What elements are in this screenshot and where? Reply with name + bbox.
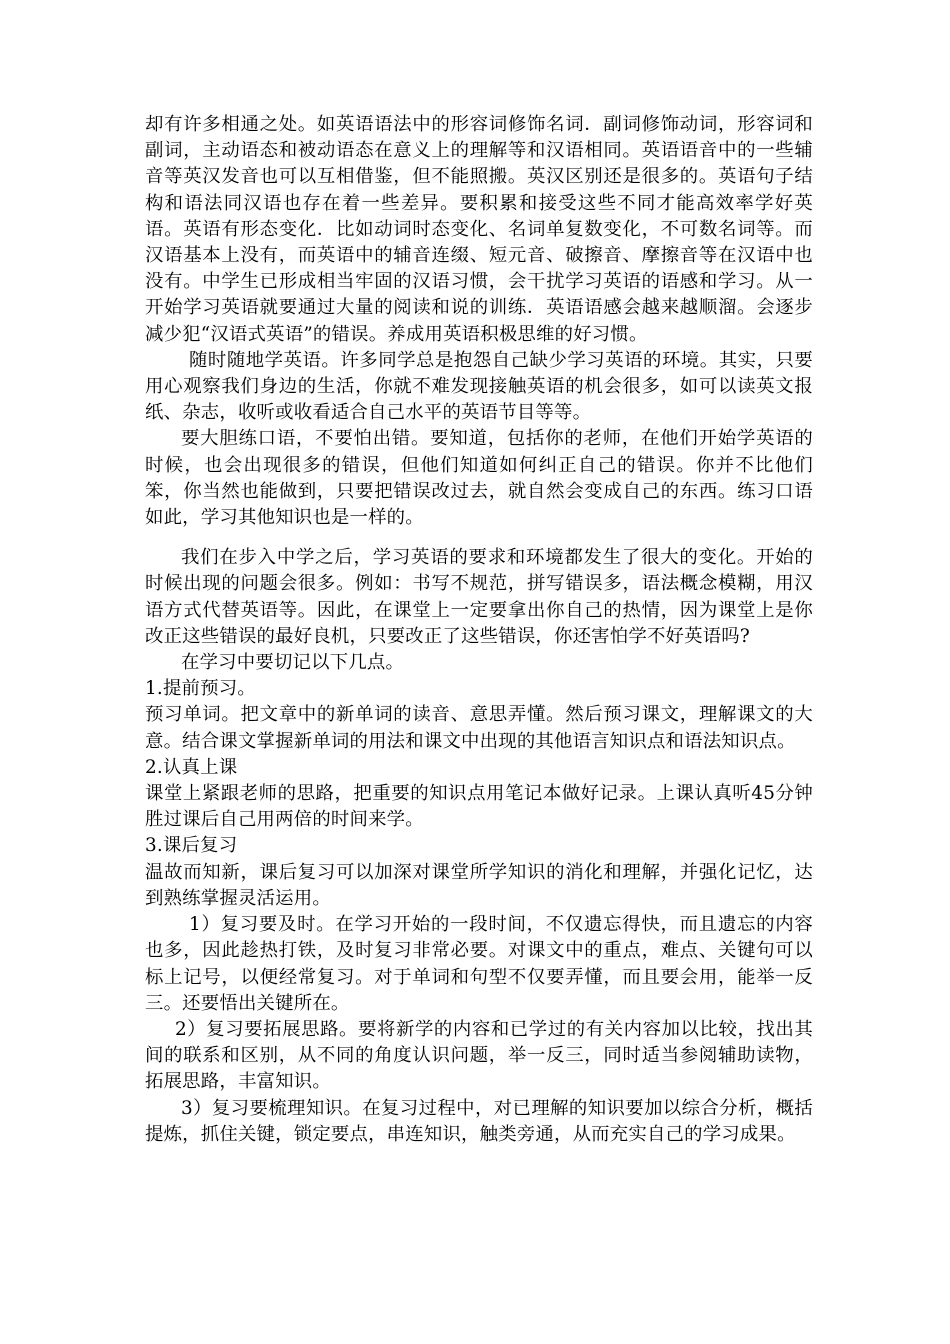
document-body <box>145 112 813 1148</box>
paragraph-middle-school: 我们在步入中学之后，学习英语的要求和环境都发生了很大的变化。开始的时候出现的问题会很多。例如：书写不规范，拼写错误多，语法概念模糊，用汉语方式代替英语等。因此，在课堂上一定要拿出你自己的热情，因为课堂上是你改正这些错误的最好良机，只要改正了这些错误，你还害怕学不好英语吗? <box>145 547 813 647</box>
paragraph-review: 温故而知新，课后复习可以加深对课堂所学知识的消化和理解，并强化记忆，达到熟练掌握灵活运用。 <box>145 861 813 909</box>
paragraph-attend-class: 课堂上紧跟老师的思路，把重要的知识点用笔记本做好记录。上课认真听45分钟胜过课后自己用两倍的时间来学。 <box>145 783 813 831</box>
paragraph-review-organize: 3）复习要梳理知识。在复习过程中，对已理解的知识要加以综合分析，概括提炼，抓住关键，锁定要点，串连知识，触类旁通，从而充实自己的学习成果。 <box>145 1097 813 1145</box>
paragraph-grammar-comparison: 却有许多相通之处。如英语语法中的形容词修饰名词．副词修饰动词，形容词和副词，主动语态和被动语态在意义上的理解等和汉语相同。英语语音中的一些辅音等英汉发音也可以互相借鉴，但不能照搬。英汉区别还是很多的。英语句子结构和语法同汉语也存在着一些差异。要积累和接受这些不同才能高效率学好英语。英语有形态变化．比如动词时态变化、名词单复数变化，不可数名词等。而汉语基本上没有，而英语中的辅音连缀、短元音、破擦音、摩擦音等在汉语中也没有。中学生已形成相当牢固的汉语习惯，会干扰学习英语的语感和学习。从一开始学习英语就要通过大量的阅读和说的训练．英语语感会越来越顺溜。会逐步减少犯“汉语式英语”的错误。养成用英语积极思维的好习惯。 <box>145 114 813 345</box>
heading-preview: 1.提前预习。 <box>145 678 256 700</box>
paragraph-review-expand: 2）复习要拓展思路。要将新学的内容和已学过的有关内容加以比较，找出其间的联系和区别，从不同的角度认识问题，举一反三，同时适当参阅辅助读物，拓展思路，丰富知识。 <box>145 1018 813 1093</box>
paragraph-speak-boldly: 要大胆练口语，不要怕出错。要知道，包括你的老师，在他们开始学英语的时候，也会出现很多的错误，但他们知道如何纠正自己的错误。你并不比他们笨，你当然也能做到，只要把错误改过去，就自然会变成自己的东西。练习口语如此，学习其他知识也是一样的。 <box>145 428 813 529</box>
paragraph-preview: 预习单词。把文章中的新单词的读音、意思弄懂。然后预习课文，理解课文的大意。结合课文掌握新单词的用法和课文中出现的其他语言知识点和语法知识点。 <box>145 704 813 752</box>
paragraph-key-points-intro: 在学习中要切记以下几点。 <box>181 652 405 674</box>
paragraph-review-timely: 1）复习要及时。在学习开始的一段时间，不仅遗忘得快，而且遗忘的内容也多，因此趁热打铁，及时复习非常必要。对课文中的重点，难点、关键句可以标上记号，以便经常复习。对于单词和句型不仅要弄懂，而且要会用，能举一反三。还要悟出关键所在。 <box>145 914 813 1014</box>
paragraph-gap <box>145 531 813 545</box>
paragraph-learn-anywhere: 随时随地学英语。许多同学总是抱怨自己缺少学习英语的环境。其实，只要用心观察我们身边的生活，你就不难发现接触英语的机会很多，如可以读英文报纸、杂志，收听或收看适合自己水平的英语节目等等。 <box>145 349 813 424</box>
heading-review: 3.课后复习 <box>145 835 238 857</box>
heading-attend-class: 2.认真上课 <box>145 756 238 778</box>
